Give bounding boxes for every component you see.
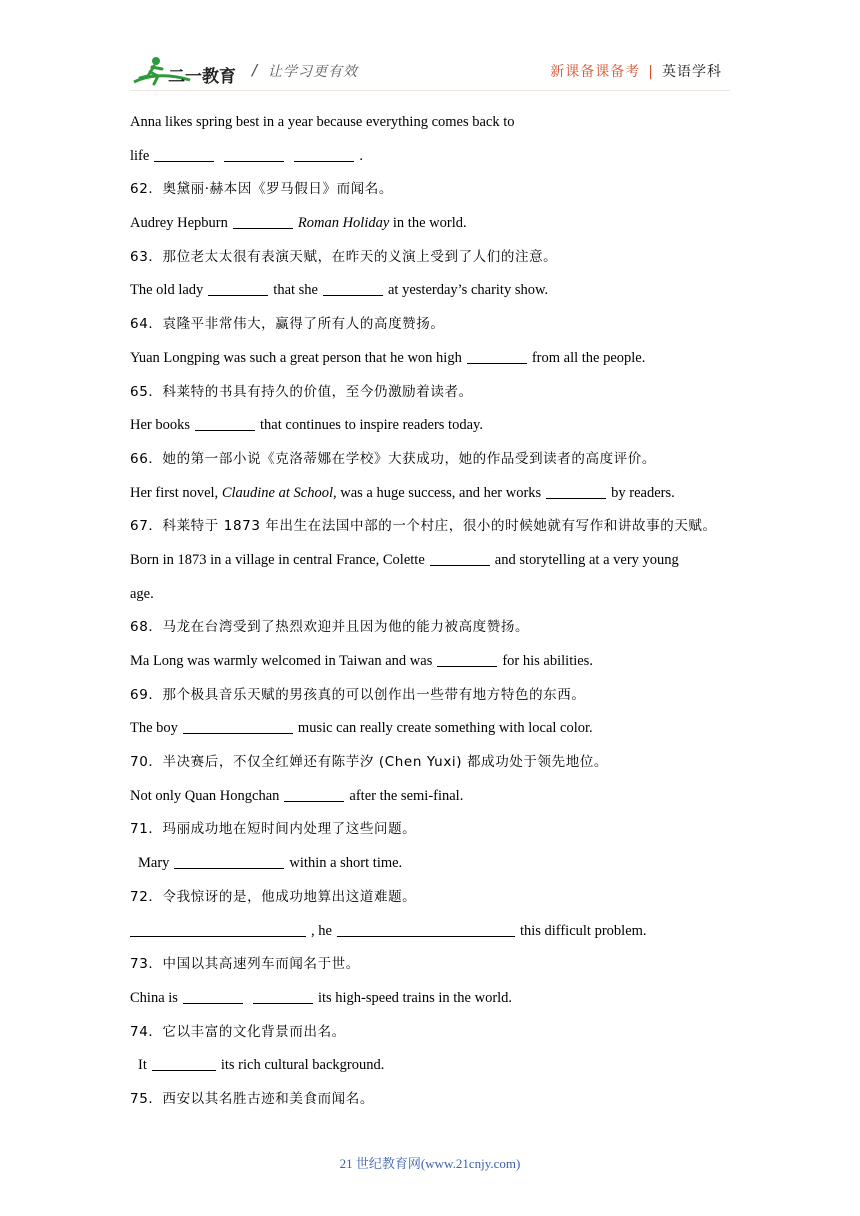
answer-blank[interactable] [174,853,284,869]
answer-line [130,342,740,376]
question-71: 71．玛丽成功地在短时间内处理了这些问题。 [130,821,417,838]
answer-line [130,847,740,881]
question-68: 68．马龙在台湾受到了热烈欢迎并且因为他的能力被高度赞扬。 [130,619,530,636]
answer-blank[interactable] [546,483,606,499]
answer-text: this difficult problem. [519,922,647,939]
question-70: 70．半决赛后，不仅全红婵还有陈芋汐 (Chen Yuxi) 都成功处于领先地位。 [130,754,609,771]
slogan: 让学习更有效 [268,64,358,80]
answer-blank[interactable] [337,921,515,937]
answer-text: after the semi-final. [349,787,464,804]
question-74: 74．它以丰富的文化背景而出名。 [130,1023,346,1040]
answer-text: , he [311,922,332,939]
answer-text: The boy [130,720,178,737]
answer-line [130,645,740,679]
answer-blank[interactable] [183,988,243,1004]
answer-blank[interactable] [130,921,306,937]
answer-text: Audrey Hepburn [130,215,228,232]
answer-blank[interactable] [253,988,313,1004]
answer-line [130,477,740,511]
answer-blank[interactable] [208,280,268,296]
footer-source[interactable]: 21 世纪教育网(www.21cnjy.com) [339,1156,521,1171]
answer-line [130,409,740,443]
header-subject-name: 英语学科 [662,64,722,80]
answer-text: that she [273,282,318,299]
header-divider: | [648,64,654,80]
answer-line [130,578,740,612]
answer-blank[interactable] [195,415,255,431]
question-73: 73．中国以其高速列车而闻名于世。 [130,956,360,973]
runner-logo [130,52,250,92]
answer-text: Her books [130,417,191,434]
answer-line [130,1049,740,1083]
novel-title: Claudine at School [221,484,333,501]
answer-text: its high-speed trains in the world. [317,989,513,1006]
question-72: 72．令我惊讶的是，他成功地算出这道难题。 [130,888,417,905]
answer-text: music can really create something with local color. [297,720,593,737]
answer-line [130,712,740,746]
answer-text: , was a huge success, and her works [332,484,542,501]
answer-line [130,140,740,174]
question-66: 66．她的第一部小说《克洛蒂娜在学校》大获成功，她的作品受到读者的高度评价。 [130,450,656,467]
answer-text: within a short time. [289,855,403,872]
question-64: 64．袁隆平非常伟大，赢得了所有人的高度赞扬。 [130,316,445,333]
answer-text: its rich cultural background. [220,1057,385,1074]
answer-text: Yuan Longping was such a great person that he won high [130,349,462,366]
exercise-content [130,106,740,1117]
answer-text: age. [130,585,154,602]
answer-text: China is [130,989,178,1006]
slogan-separator: / [252,61,258,79]
answer-text: at yesterday’s charity show. [388,282,549,299]
answer-blank[interactable] [154,146,214,162]
answer-text: for his abilities. [502,653,593,669]
answer-blank[interactable] [437,651,497,667]
question-65: 65．科莱特的书具有持久的价值，至今仍激励着读者。 [130,383,473,400]
question-62: 62．奥黛丽·赫本因《罗马假日》而闻名。 [130,181,393,198]
header-subject [550,61,722,81]
answer-text: Mary [138,855,170,872]
answer-line [130,780,740,814]
answer-blank[interactable] [233,213,293,229]
answer-text: Ma Long was warmly welcomed in Taiwan and was [130,653,433,669]
logo-text: 二一教育 [168,67,236,87]
answer-text: . [359,147,363,164]
answer-text: The old lady [130,282,204,299]
page-header [0,0,860,100]
movie-title: Roman Holiday [297,215,390,232]
answer-blank[interactable] [430,550,490,566]
answer-text: by readers. [611,484,675,501]
answer-line [130,982,740,1016]
question-75: 75．西安以其名胜古迹和美食而闻名。 [130,1090,374,1107]
answer-line [130,544,740,578]
answer-blank[interactable] [224,146,284,162]
answer-text: Not only Quan Hongchan [130,787,280,804]
question-67: 67．科莱特于 1873 年出生在法国中部的一个村庄，很小的时候她就有写作和讲故事的天赋。 [130,518,717,535]
answer-text: Anna likes spring best in a year because everything comes back to [130,114,515,130]
answer-blank[interactable] [284,786,344,802]
answer-line [130,207,740,241]
header-course: 新课备课备考 [550,64,641,80]
question-69: 69．那个极具音乐天赋的男孩真的可以创作出一些带有地方特色的东西。 [130,686,586,703]
header-rule [130,90,730,91]
answer-blank[interactable] [152,1055,216,1071]
answer-blank[interactable] [467,348,527,364]
answer-text: that continues to inspire readers today. [260,417,483,434]
question-63: 63．那位老太太很有表演天赋，在昨天的义演上受到了人们的注意。 [130,248,558,265]
answer-line [130,274,740,308]
answer-text: Born in 1873 in a village in central France, Colette [130,551,425,568]
answer-text: Her first novel, [130,484,219,501]
answer-line [130,915,740,949]
answer-text: and storytelling at a very young [494,551,679,568]
answer-text: It [138,1057,147,1074]
answer-blank[interactable] [294,146,354,162]
answer-text: from all the people. [531,349,646,366]
answer-text: life [130,147,150,164]
answer-line [130,106,740,140]
answer-blank[interactable] [323,280,383,296]
answer-blank[interactable] [183,718,293,734]
answer-text: in the world. [392,215,467,232]
